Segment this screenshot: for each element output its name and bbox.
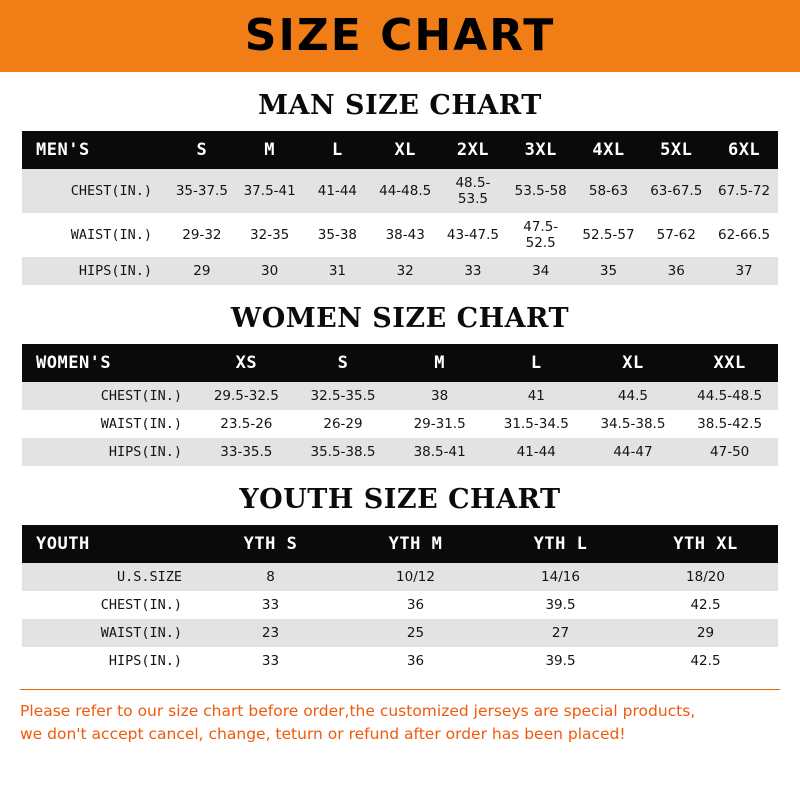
content-area — [0, 90, 800, 675]
table-cell: 29 — [696, 625, 715, 641]
table-cell: 43-47.5 — [446, 227, 499, 243]
table-cell: 31.5-34.5 — [503, 416, 569, 432]
table-cell: 29 — [193, 263, 211, 279]
men-header-cell: L — [332, 140, 343, 160]
table-cell: 33-35.5 — [220, 444, 273, 460]
table-cell: 42.5 — [690, 597, 721, 613]
table-cell: 18/20 — [686, 569, 725, 585]
disclaimer-line-1: Please refer to our size chart before order,the customized jerseys are special products, — [20, 702, 696, 720]
row-label: CHEST(IN.) — [70, 183, 152, 199]
table-cell: 36 — [406, 597, 425, 613]
table-cell: 38 — [431, 388, 449, 404]
women-header-cell: XS — [235, 353, 258, 373]
row-label: WAIST(IN.) — [100, 625, 182, 641]
women-header-cell: L — [530, 353, 542, 373]
men-size-table — [22, 131, 778, 285]
table-cell: 44.5 — [617, 388, 648, 404]
table-cell: 39.5 — [545, 653, 576, 669]
table-cell: 48.5-53.5 — [455, 175, 491, 207]
table-header-row — [22, 344, 778, 382]
table-header-row — [22, 131, 778, 169]
women-header-cell: XL — [622, 353, 644, 373]
table-cell: 29-31.5 — [413, 416, 466, 432]
table-cell: 35-38 — [317, 227, 358, 243]
table-row — [22, 619, 778, 647]
table-row — [22, 647, 778, 675]
men-header-cell: 3XL — [524, 140, 557, 160]
table-cell: 63-67.5 — [650, 183, 703, 199]
table-cell: 53.5-58 — [514, 183, 567, 199]
row-label: CHEST(IN.) — [100, 597, 182, 613]
women-header-cell: XXL — [713, 353, 746, 373]
table-cell: 38.5-41 — [413, 444, 466, 460]
size-chart-disclaimer — [20, 689, 780, 747]
table-cell: 33 — [464, 263, 482, 279]
youth-size-table — [22, 525, 778, 675]
women-header-cell: M — [434, 353, 446, 373]
table-cell: 32.5-35.5 — [310, 388, 376, 404]
table-row — [22, 563, 778, 591]
table-cell: 25 — [406, 625, 425, 641]
women-size-table — [22, 344, 778, 466]
table-cell: 52.5-57 — [582, 227, 635, 243]
table-row — [22, 438, 778, 466]
table-cell: 41-44 — [317, 183, 358, 199]
youth-size-section — [22, 484, 778, 675]
table-cell: 41 — [527, 388, 545, 404]
row-label: CHEST(IN.) — [100, 388, 182, 404]
table-row — [22, 169, 778, 213]
row-label: WAIST(IN.) — [100, 416, 182, 432]
table-cell: 8 — [266, 569, 275, 585]
table-cell: 29-32 — [182, 227, 222, 243]
table-cell: 32-35 — [250, 227, 290, 243]
table-cell: 58-63 — [588, 183, 629, 199]
table-cell: 31 — [328, 263, 346, 279]
table-row — [22, 410, 778, 438]
table-row — [22, 382, 778, 410]
row-label: U.S.SIZE — [116, 569, 182, 585]
table-cell: 35-37.5 — [175, 183, 228, 199]
women-header-cell: WOMEN'S — [36, 353, 112, 373]
table-cell: 62-66.5 — [718, 227, 771, 243]
table-cell: 41-44 — [516, 444, 556, 460]
table-cell: 23.5-26 — [220, 416, 273, 432]
disclaimer-line-2: we don't accept cancel, change, teturn or refund after order has been placed! — [20, 725, 626, 744]
table-cell: 34 — [532, 263, 550, 279]
table-cell: 67.5-72 — [718, 183, 771, 199]
table-row — [22, 591, 778, 619]
table-cell: 14/16 — [541, 569, 580, 585]
men-header-cell: 4XL — [592, 140, 625, 160]
men-header-cell: 5XL — [660, 140, 693, 160]
table-row — [22, 213, 778, 257]
youth-section-title: YOUTH SIZE CHART — [239, 484, 561, 515]
table-cell: 47-50 — [710, 444, 750, 460]
row-label: HIPS(IN.) — [108, 653, 182, 669]
women-header-cell: S — [337, 353, 349, 373]
table-cell: 44-47 — [613, 444, 653, 460]
row-label: HIPS(IN.) — [78, 263, 152, 279]
youth-header-cell: YOUTH — [36, 534, 90, 554]
table-cell: 44.5-48.5 — [697, 388, 763, 404]
table-cell: 33 — [261, 653, 280, 669]
table-cell: 27 — [551, 625, 570, 641]
men-header-cell: 2XL — [456, 140, 490, 160]
table-cell: 30 — [261, 263, 279, 279]
youth-header-cell: YTH M — [388, 534, 443, 554]
women-section-title: WOMEN SIZE CHART — [230, 303, 570, 334]
table-cell: 42.5 — [690, 653, 721, 669]
women-size-section — [22, 303, 778, 466]
table-header-row — [22, 525, 778, 563]
table-cell: 29.5-32.5 — [213, 388, 279, 404]
men-size-section — [22, 90, 778, 285]
table-cell: 36 — [667, 263, 685, 279]
table-cell: 38.5-42.5 — [697, 416, 763, 432]
page-banner — [0, 0, 800, 72]
table-cell: 10/12 — [396, 569, 435, 585]
men-header-cell: 6XL — [727, 140, 761, 160]
men-header-cell: MEN'S — [36, 140, 90, 160]
table-cell: 35 — [599, 263, 618, 279]
table-cell: 37 — [735, 263, 753, 279]
table-cell: 32 — [396, 263, 414, 279]
table-cell: 39.5 — [545, 597, 576, 613]
men-header-cell: M — [264, 140, 276, 160]
table-cell: 37.5-41 — [243, 183, 296, 199]
table-cell: 47.5-52.5 — [523, 219, 559, 251]
row-label: WAIST(IN.) — [70, 227, 152, 243]
table-cell: 35.5-38.5 — [310, 444, 376, 460]
table-cell: 38-43 — [385, 227, 425, 243]
table-row — [22, 257, 778, 285]
table-cell: 33 — [261, 597, 280, 613]
table-cell: 57-62 — [656, 227, 696, 243]
table-cell: 36 — [406, 653, 425, 669]
youth-header-cell: YTH XL — [673, 534, 738, 554]
men-header-cell: XL — [394, 140, 416, 160]
table-cell: 23 — [261, 625, 280, 641]
men-section-title: MAN SIZE CHART — [258, 90, 542, 121]
table-cell: 44-48.5 — [379, 183, 432, 199]
page-title: SIZE CHART — [244, 10, 556, 61]
table-cell: 26-29 — [323, 416, 363, 432]
men-header-cell: S — [196, 140, 208, 160]
row-label: HIPS(IN.) — [108, 444, 182, 460]
table-cell: 34.5-38.5 — [600, 416, 666, 432]
youth-header-cell: YTH S — [243, 534, 298, 554]
youth-header-cell: YTH L — [533, 534, 588, 554]
